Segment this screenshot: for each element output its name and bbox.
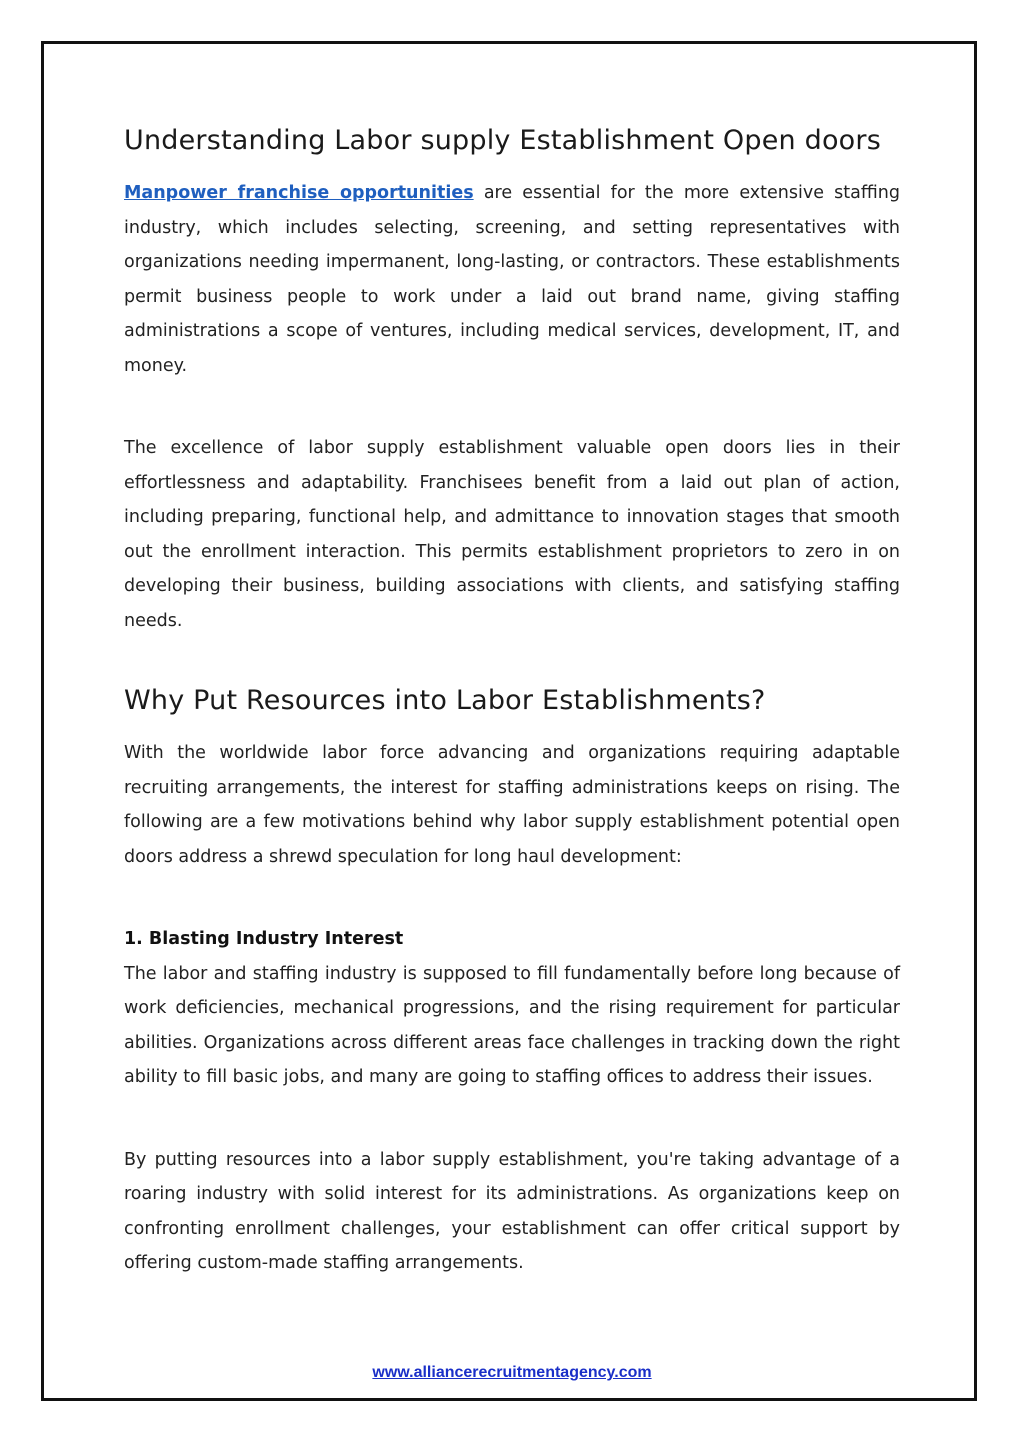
paragraph-motivations: With the worldwide labor force advancing and organizations requiring adaptable recruiting arrangements, the interest for staffing administrations keeps on rising. The following are a few motivations behind why labor supply establishment potential open doors address a shrewd speculation for long haul development:: [124, 743, 900, 867]
footer-website-link[interactable]: www.alliancerecruitmentagency.com: [372, 1364, 652, 1381]
paragraph-intro-text: are essential for the more extensive staffing industry, which includes selecting, screening, and setting representatives with organizations needing impermanent, long-lasting, or contractors. These establishments permit business people to work under a laid out brand name, giving staffing administrations a scope of ventures, including medical services, development, IT, and money.: [124, 183, 900, 376]
paragraph-industry-interest: The labor and staffing industry is supposed to fill fundamentally before long because of work deficiencies, mechanical progressions, and the rising requirement for particular abilities. Organizations across different areas face challenges in tracking down the right ability to fill basic jobs, and many are going to staffing offices to address their issues.: [124, 963, 900, 1087]
paragraph-excellence: The excellence of labor supply establishment valuable open doors lies in their effortlessness and adaptability. Franchisees benefit from a laid out plan of action, including preparing, functional help, and admittance to innovation stages that smooth out the enrollment interaction. This permits establishment proprietors to zero in on developing their business, building associations with clients, and satisfying staffing needs.: [124, 438, 900, 631]
section-heading-why-invest: Why Put Resources into Labor Establishments?: [124, 685, 766, 716]
section-heading-understanding: Understanding Labor supply Establishment Open doors: [124, 125, 881, 156]
subheading-blasting-industry: 1. Blasting Industry Interest: [124, 929, 404, 949]
paragraph-roaring-industry: By putting resources into a labor supply establishment, you're taking advantage of a roaring industry with solid interest for its administrations. As organizations keep on confronting enrollment challenges, your establishment can offer critical support by offering custom-made staffing arrangements.: [124, 1149, 900, 1273]
manpower-franchise-link[interactable]: Manpower franchise opportunities: [124, 183, 474, 203]
paragraph-intro: [124, 176, 900, 383]
document-body: [124, 118, 900, 1281]
